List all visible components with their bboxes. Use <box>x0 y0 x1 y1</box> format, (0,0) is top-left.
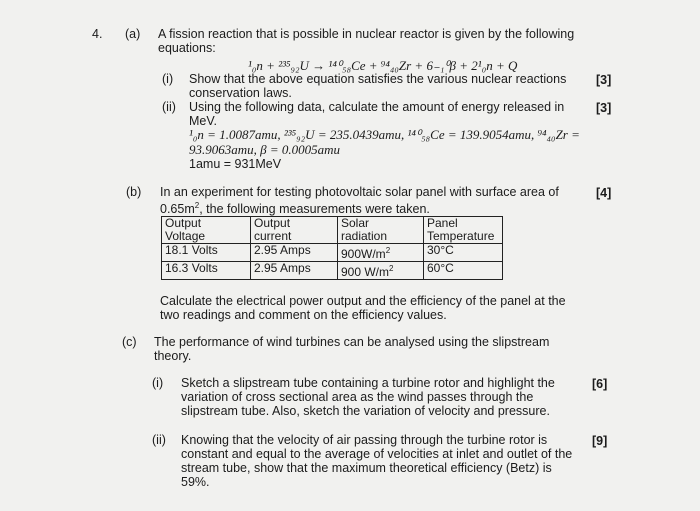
table-cell: 2.95 Amps <box>251 244 338 262</box>
part-b-label: (b) <box>126 185 142 199</box>
part-c-ii-line3: stream tube, show that the maximum theoretical efficiency (Betz) is <box>181 461 552 475</box>
table-cell: 2.95 Amps <box>251 262 338 280</box>
header-panel-temperature: Panel Temperature <box>424 217 503 244</box>
header-output-current: Output current <box>251 217 338 244</box>
part-c-ii-line1: Knowing that the velocity of air passing through the turbine rotor is <box>181 433 548 447</box>
part-b-line2: $0.65m^2$, the following measurements were taken. <box>160 201 430 217</box>
part-b-after-line2: two readings and comment on the efficiency values. <box>160 308 447 322</box>
part-a-ii-marks: [3] <box>596 101 612 115</box>
part-c-i-line3: slipstream tube. Also, sketch the variation of velocity and pressure. <box>181 404 550 418</box>
header-solar-radiation: Solar radiation <box>338 217 424 244</box>
part-a-intro-line1: A fission reaction that is possible in nuclear reactor is given by the following <box>158 27 575 41</box>
table-row <box>162 262 503 280</box>
part-c-i-line1: Sketch a slipstream tube containing a turbine rotor and highlight the <box>181 376 555 390</box>
data-line-1: ¹₀n = 1.0087amu, ²³⁵₉₂U = 235.0439amu, ¹⁴⁰₅₈Ce = 139.9054amu, ⁹⁴₄₀Zr = <box>189 127 580 142</box>
data-line-2: 93.9063amu, β = 0.0005amu <box>189 142 341 157</box>
table-row <box>162 244 503 262</box>
part-a-i-line2: conservation laws. <box>189 86 292 100</box>
table-cell: 18.1 Volts <box>162 244 251 262</box>
table-cell: $900W/m^2$ <box>338 244 424 262</box>
part-a-ii-line2: MeV. <box>189 114 218 128</box>
header-output-voltage: Output Voltage <box>162 217 251 244</box>
part-b-marks: [4] <box>596 186 612 200</box>
table-cell: 30°C <box>424 244 503 262</box>
table-cell: 16.3 Volts <box>162 262 251 280</box>
part-c-ii-line2: constant and equal to the average of velocities at inlet and outlet of the <box>181 447 573 461</box>
part-c-line1: The performance of wind turbines can be analysed using the slipstream <box>154 335 550 349</box>
part-c-ii-marks: [9] <box>592 434 608 448</box>
part-a-i-label: (i) <box>162 72 174 86</box>
part-c-i-label: (i) <box>152 376 164 390</box>
part-a-label: (a) <box>125 27 141 41</box>
part-c-ii-line4: 59%. <box>181 475 210 489</box>
part-c-label: (c) <box>122 335 137 349</box>
part-a-ii-label: (ii) <box>162 100 176 114</box>
table-cell: 60°C <box>424 262 503 280</box>
part-b-after-line1: Calculate the electrical power output and the efficiency of the panel at the <box>160 294 566 308</box>
measurements-table <box>161 216 503 280</box>
table-header-row <box>162 217 503 244</box>
part-a-intro-line2: equations: <box>158 41 216 55</box>
part-a-i-marks: [3] <box>596 73 612 87</box>
table-cell: 900 $W/m^2$ <box>338 262 424 280</box>
part-a-ii-line1: Using the following data, calculate the amount of energy released in <box>189 100 565 114</box>
fission-equation: ¹₀n + ²³⁵₉₂U → ¹⁴⁰₅₈Ce + ⁹⁴₄₀Zr + 6₋₁⁰β + 2¹₀n + Q <box>248 58 518 73</box>
question-number: 4. <box>92 27 103 41</box>
part-b-line1: In an experiment for testing photovoltaic solar panel with surface area of <box>160 185 559 199</box>
part-c-i-marks: [6] <box>592 377 608 391</box>
part-c-ii-label: (ii) <box>152 433 166 447</box>
part-a-i-line1: Show that the above equation satisfies the various nuclear reactions <box>189 72 567 86</box>
data-line-3: 1amu = 931MeV <box>189 157 282 171</box>
part-c-line2: theory. <box>154 349 192 363</box>
part-c-i-line2: variation of cross sectional area as the wind passes through the <box>181 390 534 404</box>
